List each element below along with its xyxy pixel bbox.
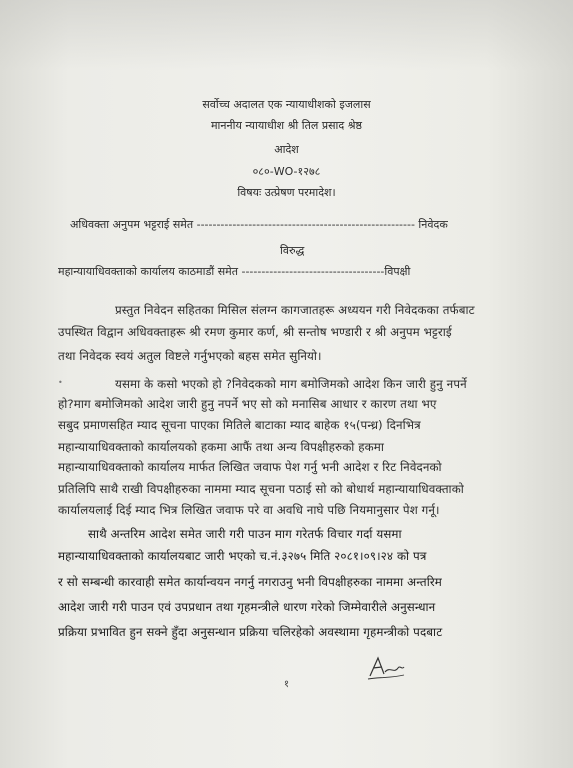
para3-line4: आदेश जारी गरी पाउन एवं उपप्रधान तथा गृहमन्त्रीले धारण गरेको जिम्मेवारीले अनुसन्धान [58, 600, 436, 614]
para2-line5: महान्यायाधिवक्ताको कार्यालय मार्फत लिखित जवाफ पेश गर्नु भनी आदेश र रिट निवेदनको [58, 460, 442, 474]
margin-mark: • [58, 378, 63, 387]
court-title: सर्वोच्च अदालत एक न्यायाधीशको इजलास [202, 98, 371, 111]
petitioner-line: अधिवक्ता अनुपम भट्टराई समेत ------------------------------------------------------- निवेदक [70, 218, 448, 231]
para3-line3: र सो सम्बन्धी कारवाही समेत कार्यान्वयन नगर्नु नगराउनु भनी विपक्षीहरुका नाममा अन्तरिम [58, 575, 442, 589]
judge-name: माननीय न्यायाधीश श्री तिल प्रसाद श्रेष्ठ [210, 119, 362, 132]
para2-line1: यसमा के कसो भएको हो ?निवेदकको माग बमोजिमको आदेश किन जारी हुनु नपर्ने [115, 377, 467, 391]
para1-line1: प्रस्तुत निवेदन सहितका मिसिल संलग्न कागजातहरू अध्ययन गरी निवेदकका तर्फबाट [115, 303, 475, 317]
para2-line4: महान्यायाधिवक्ताको कार्यालयको हकमा आफैं तथा अन्य विपक्षीहरुको हकमा [58, 440, 384, 454]
order-label: आदेश [274, 143, 299, 156]
case-number: ०८०-WO-१२७८ [252, 165, 321, 178]
para2-line7: कार्यालयलाई दिई म्याद भित्र लिखित जवाफ परे वा अवधि नाघे पछि नियमानुसार पेश गर्नू। [58, 503, 440, 517]
para2-line6: प्रतिलिपि साथै राखी विपक्षीहरुका नाममा म्याद सूचना पठाई सो को बोधार्थ महान्यायाधिवक्ताको [58, 482, 464, 496]
para3-line5: प्रक्रिया प्रभावित हुन सक्ने हुँदा अनुसन्धान प्रक्रिया चलिरहेको अवस्थामा गृहमन्त्रीको पदबाट [58, 625, 443, 639]
page-shadow [0, 0, 573, 70]
versus-label: विरुद्ध [280, 244, 305, 257]
page-number: १ [283, 679, 290, 690]
para3-line2: महान्यायाधिवक्ताको कार्यालयबाट जारी भएको च.नं.३२७५ मिति २०८१।०९।२४ को पत्र [58, 549, 427, 563]
para1-line2: उपस्थित विद्वान अधिवक्ताहरू श्री रमण कुमार कर्ण, श्री सन्तोष भण्डारी र श्री अनुपम भट्टराई [58, 325, 452, 339]
para1-line3: तथा निवेदक स्वयं अतुल विष्टले गर्नुभएको बहस समेत सुनियो। [58, 349, 322, 363]
para2-line2: हो?माग बमोजिमको आदेश जारी हुनु नपर्ने भए सो को मनासिब आधार र कारण तथा भए [58, 397, 437, 411]
subject-line: विषयः उत्प्रेषण परमादेश। [237, 186, 336, 199]
para3-line1: साथै अन्तरिम आदेश समेत जारी गरी पाउन माग गरेतर्फ विचार गर्दा यसमा [88, 527, 402, 541]
respondent-line: महान्यायाधिवक्ताको कार्यालय काठमाडौं समेत ------------------------------------विपक्षी [58, 265, 411, 278]
para2-line3: सबुद प्रमाणसहित म्याद सूचना पाएका मितिले बाटाका म्याद बाहेक १५(पन्ध्र) दिनभित्र [58, 418, 421, 432]
